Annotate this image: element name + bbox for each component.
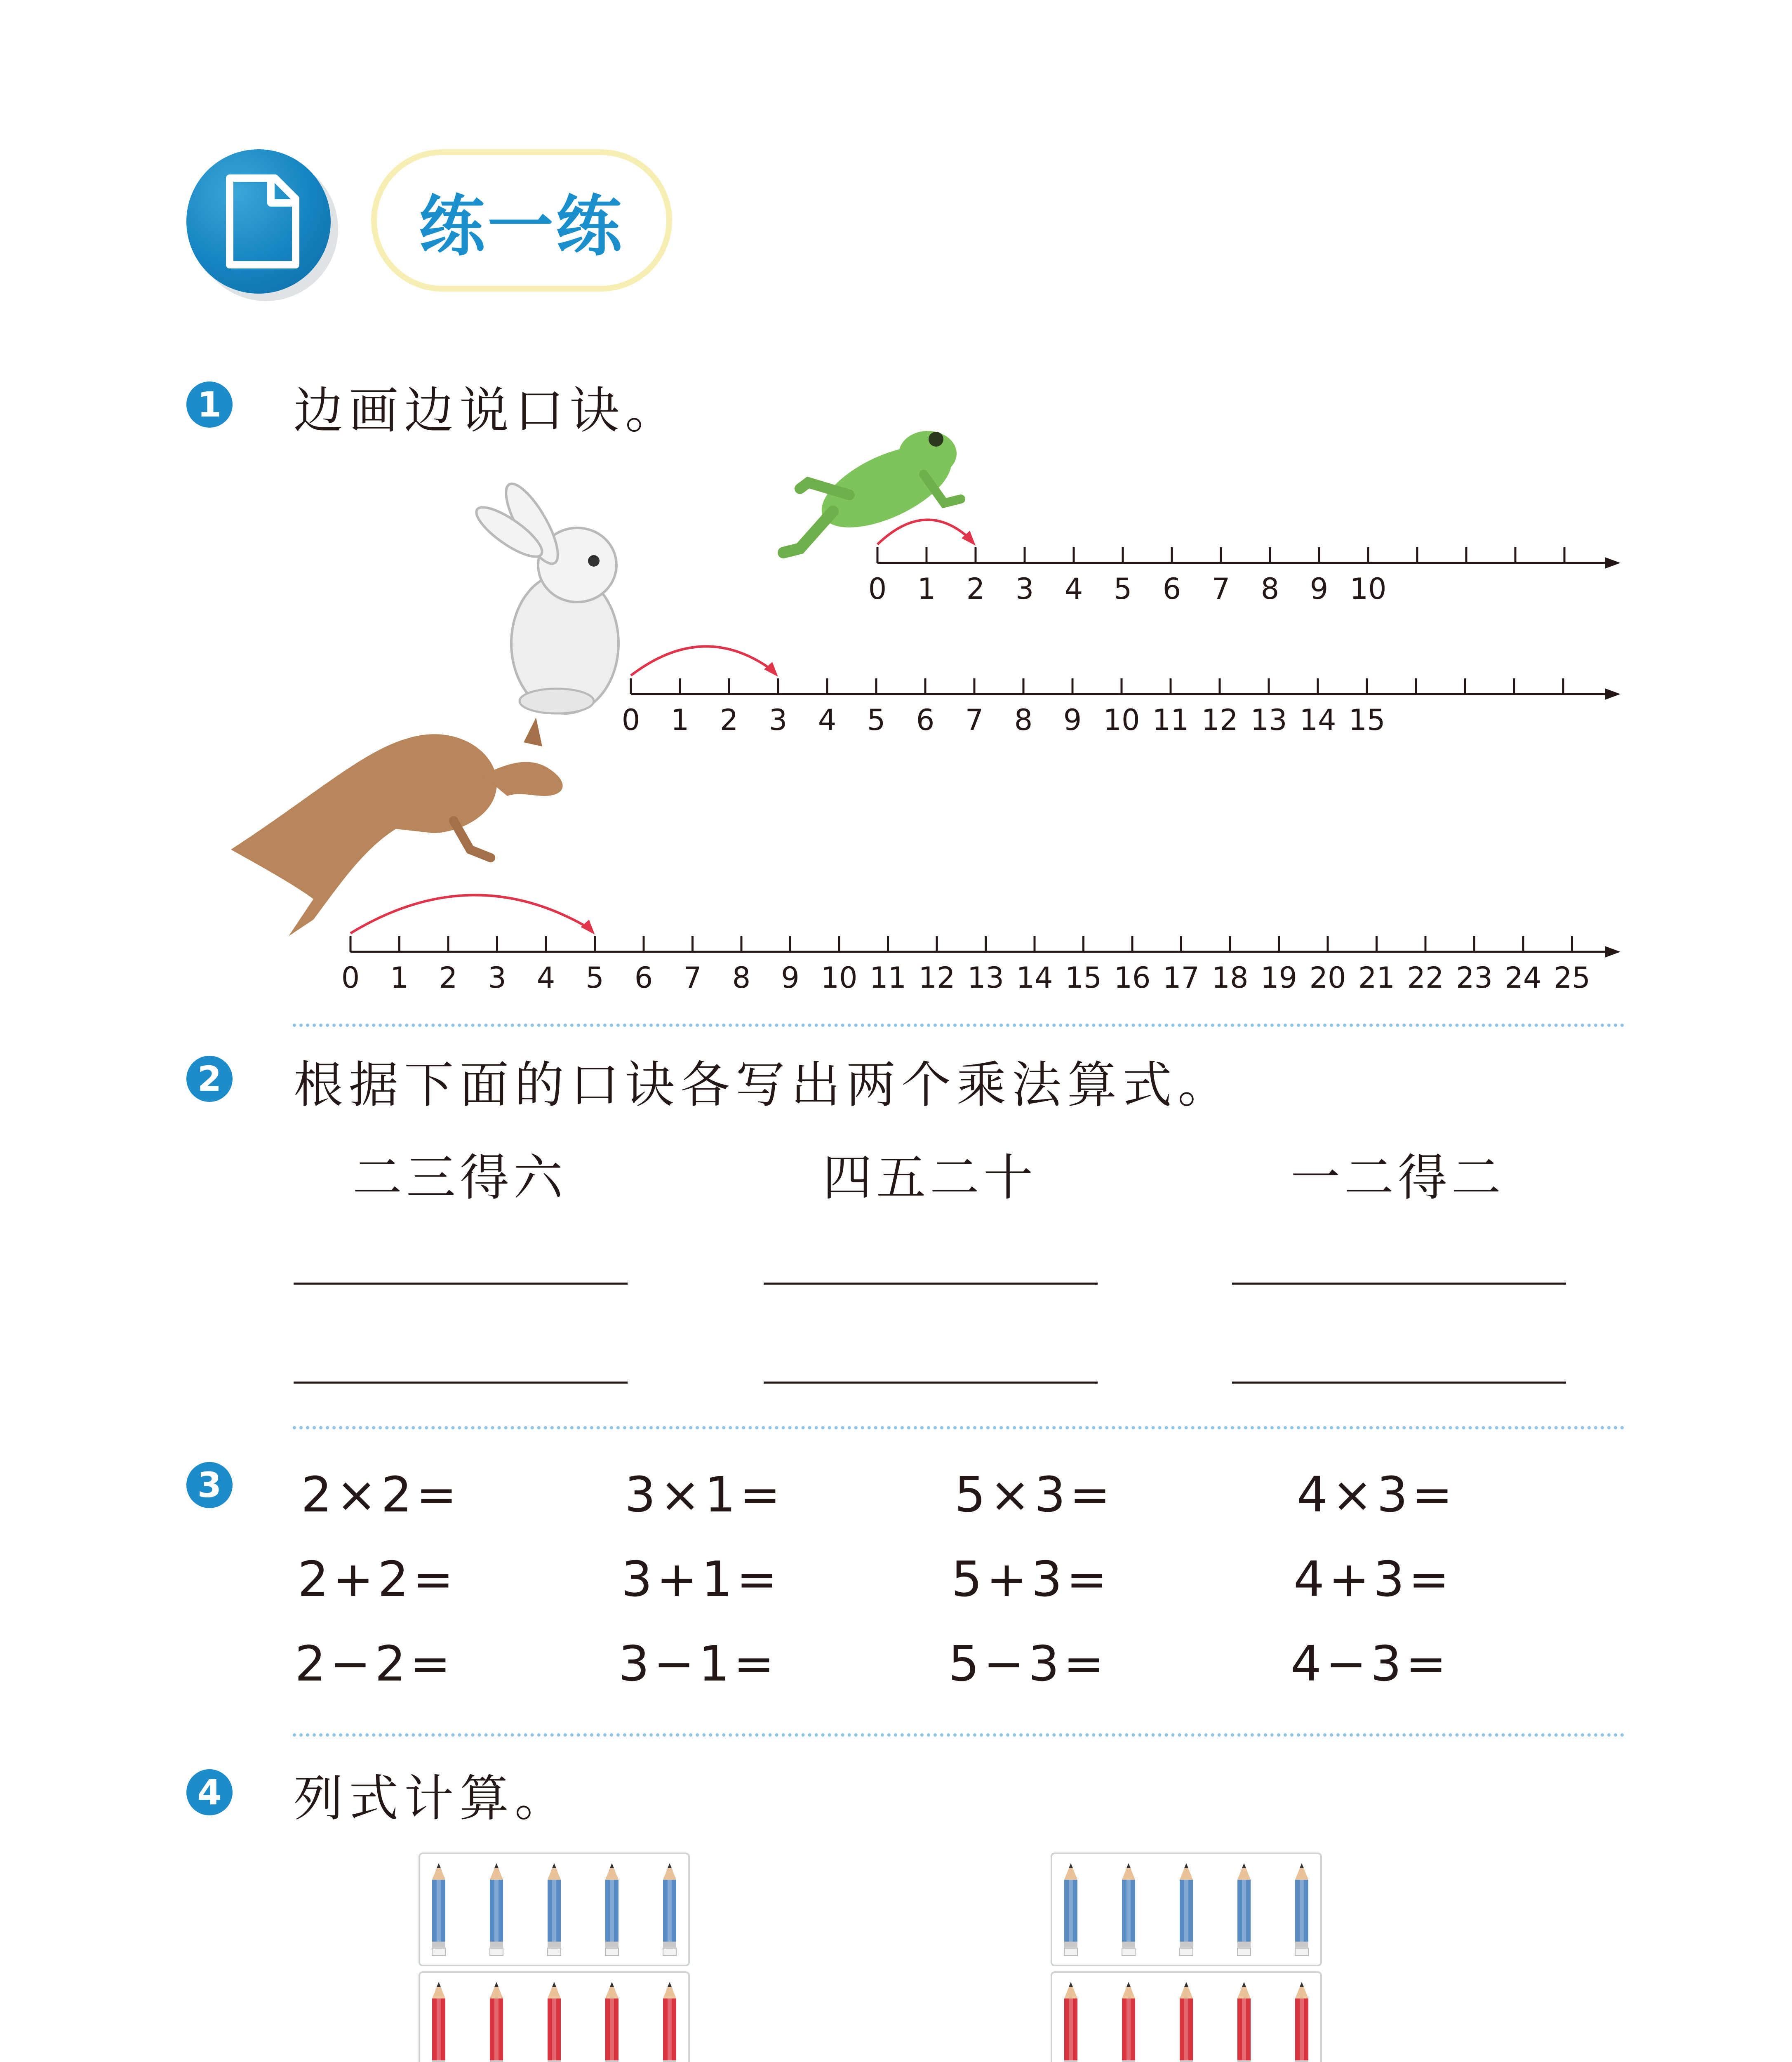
number-line-label: 7 xyxy=(683,961,702,995)
problem-number-2: 2 xyxy=(186,1056,233,1102)
number-line-label: 0 xyxy=(341,961,360,995)
frog-illustration xyxy=(783,429,963,553)
blue-pencil-icon xyxy=(1064,1863,1077,1956)
red-pencil-icon xyxy=(1237,1982,1251,2062)
blue-pencil-icon xyxy=(1122,1863,1135,1956)
answer-line[interactable] xyxy=(1232,1382,1566,1384)
problem-1-instruction: 边画边说口诀。 xyxy=(294,382,680,440)
answer-line[interactable] xyxy=(764,1382,1098,1384)
red-pencil-icon xyxy=(1122,1982,1135,2062)
number-line-label: 10 xyxy=(821,961,858,995)
problem-number-4: 4 xyxy=(186,1769,233,1815)
problem-4-instruction: 列式计算。 xyxy=(294,1770,570,1827)
number-line-label: 10 xyxy=(1350,572,1387,606)
section-title: 练一练 xyxy=(419,187,624,265)
pencil-row xyxy=(420,1854,688,1965)
rhyme-2: 四五二十 xyxy=(823,1149,1037,1207)
rhyme-3: 一二得二 xyxy=(1291,1149,1505,1207)
number-line-arrowhead xyxy=(1605,946,1620,958)
number-line-label: 5 xyxy=(867,703,886,737)
number-line-label: 1 xyxy=(917,572,936,606)
section-divider-1 xyxy=(293,1024,1625,1027)
problem-2-instruction: 根据下面的口诀各写出两个乘法算式。 xyxy=(294,1057,1233,1114)
number-line-label: 3 xyxy=(1015,572,1034,606)
red-pencil-icon xyxy=(1064,1982,1077,2062)
equation: 4−3= xyxy=(1291,1635,1451,1692)
number-line-label: 19 xyxy=(1260,961,1298,995)
blue-pencil-icon xyxy=(1237,1863,1251,1956)
blue-pencil-icon xyxy=(432,1863,445,1956)
number-line-label: 0 xyxy=(621,703,640,737)
number-line-label: 2 xyxy=(439,961,458,995)
problem-number-1: 1 xyxy=(186,381,233,428)
number-line-label: 4 xyxy=(1064,572,1083,606)
number-line-arrowhead xyxy=(1605,688,1620,700)
red-pencil-icon xyxy=(663,1982,676,2062)
number-line-label: 5 xyxy=(1113,572,1132,606)
section-divider-2 xyxy=(293,1426,1625,1429)
number-line-label: 22 xyxy=(1407,961,1444,995)
number-line-label: 2 xyxy=(966,572,985,606)
pencil-row xyxy=(420,1973,688,2062)
number-line-label: 9 xyxy=(781,961,800,995)
number-line-label: 1 xyxy=(390,961,409,995)
pencil-box xyxy=(419,1971,690,2062)
pencil-box xyxy=(1051,1853,1322,1966)
problem-number-3: 3 xyxy=(186,1462,233,1508)
equation: 3×1= xyxy=(625,1466,785,1523)
red-pencil-icon xyxy=(1295,1982,1308,2062)
pencil-box xyxy=(419,1853,690,1966)
equation: 4×3= xyxy=(1297,1466,1457,1523)
rabbit-illustration xyxy=(470,477,618,713)
equation: 2−2= xyxy=(295,1635,455,1692)
number-line-label: 13 xyxy=(1250,703,1287,737)
equation: 2+2= xyxy=(298,1551,458,1608)
red-pencil-icon xyxy=(432,1982,445,2062)
answer-line[interactable] xyxy=(294,1382,628,1384)
equation: 5−3= xyxy=(948,1635,1108,1692)
number-line-label: 12 xyxy=(918,961,955,995)
number-line-label: 12 xyxy=(1201,703,1238,737)
number-line-label: 2 xyxy=(720,703,738,737)
number-line-label: 7 xyxy=(965,703,984,737)
equation: 5×3= xyxy=(955,1466,1115,1523)
equation: 2×2= xyxy=(301,1466,461,1523)
number-line-label: 16 xyxy=(1114,961,1151,995)
jump-arc-arrowhead xyxy=(764,662,778,677)
number-line-label: 9 xyxy=(1063,703,1082,737)
number-line-label: 6 xyxy=(634,961,653,995)
equation: 3−1= xyxy=(618,1635,778,1692)
number-line-label: 7 xyxy=(1211,572,1230,606)
number-line-label: 8 xyxy=(732,961,751,995)
equation: 3+1= xyxy=(621,1551,781,1608)
red-pencil-icon xyxy=(1180,1982,1193,2062)
number-line-label: 25 xyxy=(1553,961,1591,995)
answer-line[interactable] xyxy=(764,1283,1098,1285)
number-line-label: 4 xyxy=(818,703,837,737)
number-line-label: 18 xyxy=(1211,961,1249,995)
number-line-label: 9 xyxy=(1310,572,1329,606)
section-divider-3 xyxy=(293,1733,1625,1737)
rhyme-1: 二三得六 xyxy=(353,1149,567,1207)
pencil-box xyxy=(1051,1971,1322,2062)
number-line-arrowhead xyxy=(1605,557,1620,569)
pencil-row xyxy=(1052,1854,1320,1965)
blue-pencil-icon xyxy=(605,1863,618,1956)
number-line-label: 20 xyxy=(1309,961,1346,995)
blue-pencil-icon xyxy=(548,1863,561,1956)
red-pencil-icon xyxy=(605,1982,618,2062)
number-line-label: 8 xyxy=(1014,703,1033,737)
kangaroo-illustration xyxy=(231,718,563,936)
number-line-label: 13 xyxy=(967,961,1004,995)
jump-arc xyxy=(877,520,971,544)
blue-pencil-icon xyxy=(663,1863,676,1956)
number-line-label: 24 xyxy=(1505,961,1542,995)
number-line-label: 14 xyxy=(1299,703,1336,737)
number-line-label: 4 xyxy=(536,961,555,995)
number-line-label: 0 xyxy=(868,572,887,606)
number-line-label: 15 xyxy=(1348,703,1385,737)
number-line-label: 11 xyxy=(869,961,907,995)
number-line-label: 3 xyxy=(488,961,506,995)
number-line-label: 3 xyxy=(769,703,788,737)
red-pencil-icon xyxy=(548,1982,561,2062)
number-line-label: 8 xyxy=(1261,572,1279,606)
number-line-label: 15 xyxy=(1065,961,1102,995)
number-line-label: 6 xyxy=(1162,572,1181,606)
blue-pencil-icon xyxy=(1180,1863,1193,1956)
red-pencil-icon xyxy=(490,1982,503,2062)
jump-arc-arrowhead xyxy=(581,920,595,934)
number-line-label: 1 xyxy=(670,703,689,737)
number-line-label: 6 xyxy=(916,703,935,737)
number-line-label: 23 xyxy=(1456,961,1493,995)
jump-arc xyxy=(631,646,774,676)
blue-pencil-icon xyxy=(490,1863,503,1956)
number-line-label: 11 xyxy=(1152,703,1189,737)
number-line-label: 14 xyxy=(1016,961,1053,995)
number-line-label: 5 xyxy=(586,961,604,995)
number-line-label: 17 xyxy=(1162,961,1200,995)
answer-line[interactable] xyxy=(1232,1283,1566,1285)
pencil-row xyxy=(1052,1973,1320,2062)
number-line-label: 10 xyxy=(1103,703,1140,737)
number-line-label: 21 xyxy=(1358,961,1395,995)
blue-pencil-icon xyxy=(1295,1863,1308,1956)
equation: 4+3= xyxy=(1293,1551,1453,1608)
equation: 5+3= xyxy=(951,1551,1111,1608)
answer-line[interactable] xyxy=(294,1283,628,1285)
jump-arc xyxy=(350,895,591,933)
